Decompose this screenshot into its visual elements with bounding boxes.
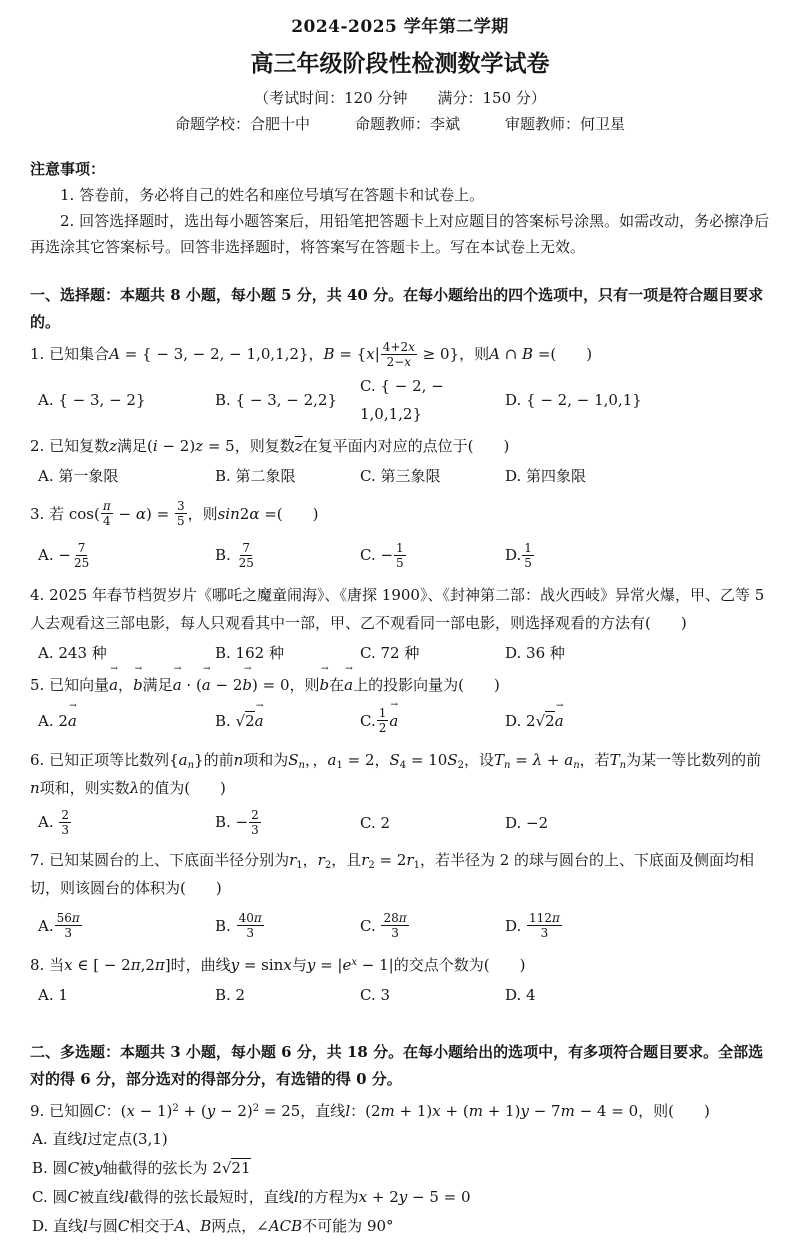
question-8-stem: 8. 当x ∈ [ − 2π,2π]时，曲线y = sinx与$y = |e^x - 1|$的交点个数为( ) — [30, 956, 526, 974]
question-9-stem: 9. 已知圆C：$(x - 1)^2 + (y - 2)^2 = 25$，直线l：(2m + 1)x + (m + 1)y − 7m − 4 = 0，则( ) — [30, 1102, 710, 1120]
question-5-option-a: A. 2a → — [38, 707, 215, 735]
question-6-options — [30, 808, 770, 838]
question-5-option-c: C. $\frac{1}{2}$ a → — [360, 707, 505, 737]
question-4 — [30, 581, 770, 667]
question-9-option-b: B. 圆C被y轴截得的弦长为 2√21 — [32, 1159, 251, 1177]
question-6-option-a: A. $\frac{2}{3}$ — [38, 807, 70, 837]
question-3-option-a: A. − $\frac{7}{25}$ — [38, 540, 90, 570]
question-1 — [30, 340, 770, 428]
question-2-option-a: A. 第一象限 — [38, 466, 119, 485]
question-7-options — [30, 912, 770, 942]
question-1-option-a: A. { − 3, − 2} — [38, 390, 146, 409]
question-4-option-b: B. 162 种 — [215, 643, 284, 662]
question-8-option-c: C. 3 — [360, 986, 391, 1004]
question-4-option-c: C. 72 种 — [360, 643, 420, 662]
question-2-stem: 2. 已知复数z满足(i − 2)z = 5，则复数$\overline{z}$在复平面内对应的点位于( ) — [30, 436, 510, 455]
notice-item-2: 2. 回答选择题时，选出每小题答案后，用铅笔把答题卡上对应题目的答案标号涂黑。如需改动，务必擦净后再选涂其它答案标号。回答非选择题时，将答案写在答题卡上。写在本试卷上无效。 — [30, 212, 770, 256]
question-7 — [30, 846, 770, 942]
credits-line: 命题学校：合肥十中 命题教师：李斌 审题教师：何卫星 — [174, 115, 625, 133]
question-6-option-d: D. −2 — [505, 813, 549, 832]
notice-section — [30, 156, 770, 260]
question-1-option-d: D. { − 2, − 1,0,1} — [505, 390, 642, 409]
section-multi-choice — [30, 1039, 770, 1241]
question-9-option-d: D. 直线l与圆C相交于A、B两点，∠ACB不可能为 90° — [32, 1217, 394, 1235]
question-6-stem: 6. 已知正项等比数列$\{a_n\}$的前n项和为$S_n$，，$a_1 = 2$，$S_4 = 10S_2$，设$T_n = \lambda + a_n$，若$T_n$为某一等比数列的前n项和，则实数λ的值为( ) — [30, 751, 762, 797]
paper-header — [30, 14, 770, 136]
question-8-option-d: D. 4 — [505, 986, 536, 1004]
question-3-option-b: B. $\frac{7}{25}$ — [215, 540, 254, 570]
question-8-option-a: A. 1 — [38, 986, 68, 1004]
page-title: 高三年级阶段性检测数学试卷 — [250, 50, 550, 77]
question-8-options — [30, 981, 770, 1009]
question-9 — [30, 1097, 770, 1241]
question-5-option-d: D. 2√2a → — [505, 707, 770, 735]
question-7-stem: 7. 已知某圆台的上、下底面半径分别为$r_1$，$r_2$，且$r_2 = 2r_1$，若半径为 2 的球与圆台的上、下底面及侧面均相切，则该圆台的体积为( ) — [30, 850, 755, 897]
section1-heading: 一、选择题：本题共 8 小题，每小题 5 分，共 40 分。在每小题给出的四个选项中，只有一项是符合题目要求的。 — [30, 286, 764, 331]
question-3-options — [30, 541, 770, 571]
question-3-option-d: D. $\frac{1}{5}$ — [505, 540, 532, 570]
question-7-option-a: A. $\frac{56\pi}{3}$ — [38, 911, 80, 940]
question-7-option-d: D. $\frac{112\pi}{3}$ — [505, 911, 560, 940]
question-1-options — [30, 372, 770, 428]
question-2-options — [30, 462, 770, 490]
question-2-option-c: C. 第三象限 — [360, 466, 441, 485]
question-5-stem: 5. 已知向量a →，b →满足a → · (a → − 2b →) = 0，则b →在a →上的投影向量为( ) — [30, 671, 770, 699]
question-6-option-c: C. 2 — [360, 813, 391, 832]
question-3-option-c: C. − $\frac{1}{5}$ — [360, 540, 404, 570]
question-3 — [30, 500, 770, 571]
question-5-option-b: B. √2a → — [215, 707, 360, 735]
question-7-option-c: C. $\frac{28\pi}{3}$ — [360, 911, 407, 940]
question-6-option-b: B. − $\frac{2}{3}$ — [215, 807, 259, 837]
question-2-option-d: D. 第四象限 — [505, 466, 587, 485]
question-9-option-c: C. 圆C被直线l截得的弦长最短时，直线l的方程为x + 2y − 5 = 0 — [32, 1188, 471, 1206]
question-6 — [30, 746, 770, 838]
question-4-stem: 4. 2025 年春节档贺岁片《哪吒之魔童闹海》、《唐探 1900》、《封神第二部：战火西岐》异常火爆，甲、乙等 5 人去观看这三部电影，每人只观看其中一部，甲、乙不观看同一部电影，则选择观看的方法有( ) — [30, 585, 765, 632]
question-4-option-d: D. 36 种 — [505, 643, 565, 662]
exam-info-line: （考试时间：120 分钟 满分：150 分） — [254, 89, 546, 107]
question-7-option-b: B. $\frac{40\pi}{3}$ — [215, 911, 262, 940]
question-5 — [30, 671, 770, 737]
term-line: 2024-2025 学年第二学期 — [291, 17, 509, 37]
question-4-option-a: A. 243 种 — [38, 643, 107, 662]
question-9-option-a: A. 直线l过定点(3,1) — [32, 1130, 168, 1148]
section-single-choice — [30, 282, 770, 1009]
question-5-options — [30, 707, 770, 737]
question-1-option-b: B. { − 3, − 2,2} — [215, 390, 338, 409]
notice-item-1: 1. 答卷前，务必将自己的姓名和座位号填写在答题卡和试卷上。 — [60, 186, 485, 204]
section2-heading: 二、多选题：本题共 3 小题，每小题 6 分，共 18 分。在每小题给出的选项中，有多项符合题目要求。全部选对的得 6 分，部分选对的得部分分，有选错的得 0 分。 — [30, 1043, 764, 1088]
question-1-stem: 1. 已知集合A = { − 3, − 2, − 1,0,1,2}，B = {x| $\frac{4+2x}{2-x}$ ≥ 0}，则A ∩ B =( ) — [30, 339, 593, 369]
notice-heading: 注意事项： — [30, 160, 106, 178]
question-8 — [30, 951, 770, 1009]
question-2 — [30, 432, 770, 490]
question-8-option-b: B. 2 — [215, 986, 246, 1004]
question-2-option-b: B. 第二象限 — [215, 466, 296, 485]
question-3-stem: 3. 若 cos( $\frac{\pi}{4}$ − α) = $\frac{3}{5}$ ，则sin2α =( ) — [30, 499, 319, 528]
question-1-option-c: C. { − 2, − 1,0,1,2} — [360, 376, 444, 423]
question-4-options — [30, 639, 770, 667]
